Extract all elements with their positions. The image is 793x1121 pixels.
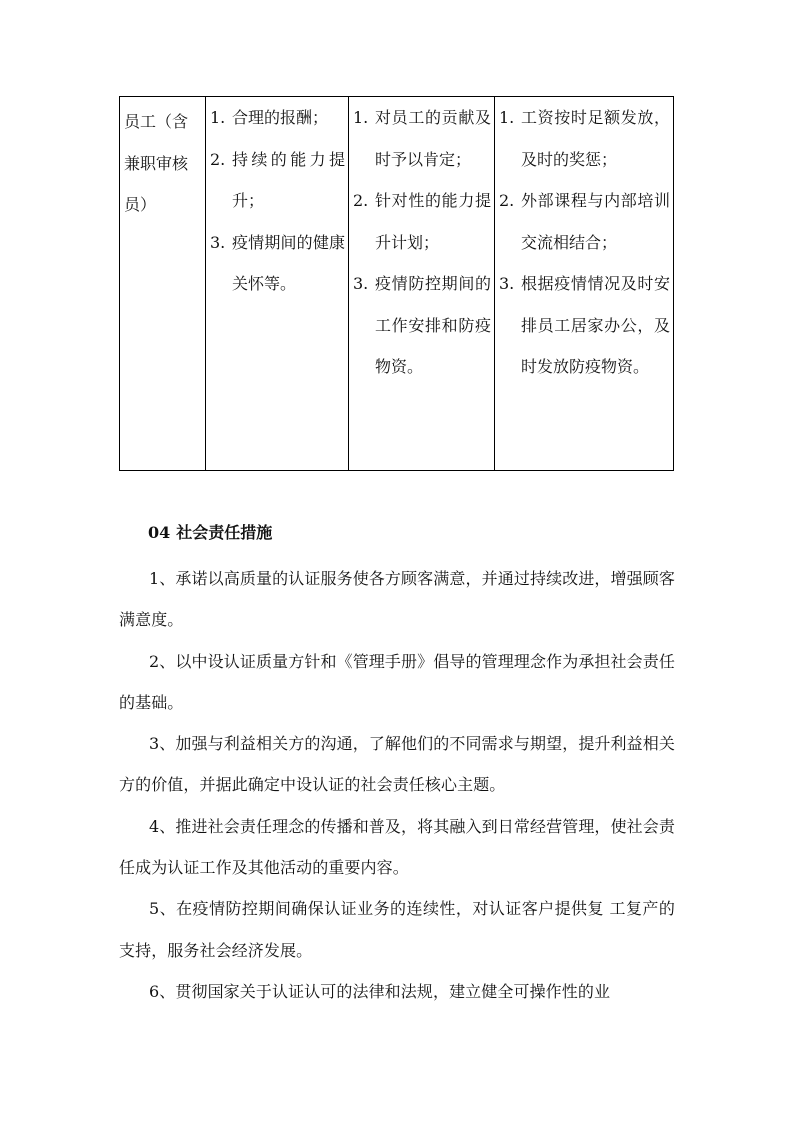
requirements-cell	[349, 97, 495, 471]
list-item	[353, 180, 491, 263]
section-heading	[148, 520, 272, 543]
stakeholder-table	[119, 96, 674, 471]
list-item	[499, 97, 670, 180]
paragraph: 1、承诺以高质量的认证服务使各方顾客满意，并通过持续改进，增强顾客满意度。	[119, 569, 675, 630]
item-number: 1.	[210, 108, 226, 127]
section-number: 04	[148, 523, 171, 542]
item-text: 合理的报酬；	[232, 108, 329, 127]
item-number: 1.	[499, 108, 515, 127]
list-item	[210, 97, 345, 139]
item-text: 对员工的贡献及时予以肯定；	[375, 108, 491, 169]
item-text: 持续的能力提升；	[232, 149, 345, 210]
item-text: 外部课程与内部培训交流相结合；	[521, 191, 670, 252]
measures-cell	[495, 97, 674, 471]
item-number: 2.	[353, 191, 369, 210]
item-number: 2.	[499, 191, 515, 210]
list-item	[353, 263, 491, 388]
item-text: 疫情防控期间的工作安排和防疫物资。	[375, 274, 491, 376]
item-text: 针对性的能力提升计划；	[375, 191, 491, 252]
section-title: 社会责任措施	[176, 523, 273, 542]
list-item	[499, 263, 670, 388]
list-item	[353, 97, 491, 180]
item-text: 疫情期间的健康关怀等。	[232, 232, 345, 293]
item-number: 1.	[353, 108, 369, 127]
list-item	[499, 180, 670, 263]
list-item	[210, 222, 345, 305]
stakeholder-name: 员工（含兼职审核员）	[124, 112, 189, 214]
item-number: 2.	[210, 149, 226, 169]
item-number: 3.	[210, 232, 226, 252]
paragraph: 6、贯彻国家关于认证认可的法律和法规，建立健全可操作性的业	[149, 981, 611, 1001]
paragraph: 4、推进社会责任理念的传播和普及，将其融入到日常经营管理，使社会责任成为认证工作及其他活动的重要内容。	[119, 816, 675, 878]
item-text: 工资按时足额发放，及时的奖惩；	[521, 108, 670, 169]
paragraph: 2、以中设认证质量方针和《管理手册》倡导的管理理念作为承担社会责任的基础。	[119, 651, 675, 712]
item-number: 3.	[353, 274, 369, 293]
paragraph: 5、在疫情防控期间确保认证业务的连续性，对认证客户提供复 工复产的支持，服务社会经济发展。	[119, 899, 675, 960]
stakeholder-cell	[120, 97, 206, 471]
section-body	[119, 558, 675, 1012]
expectations-cell	[206, 97, 349, 471]
item-number: 3.	[499, 274, 515, 293]
item-text: 根据疫情情况及时安排员工居家办公，及时发放防疫物资。	[521, 274, 670, 376]
paragraph: 3、加强与利益相关方的沟通，了解他们的不同需求与期望，提升利益相关方的价值，并据此确定中设认证的社会责任核心主题。	[119, 734, 675, 795]
table-row	[120, 97, 674, 471]
list-item	[210, 139, 345, 222]
